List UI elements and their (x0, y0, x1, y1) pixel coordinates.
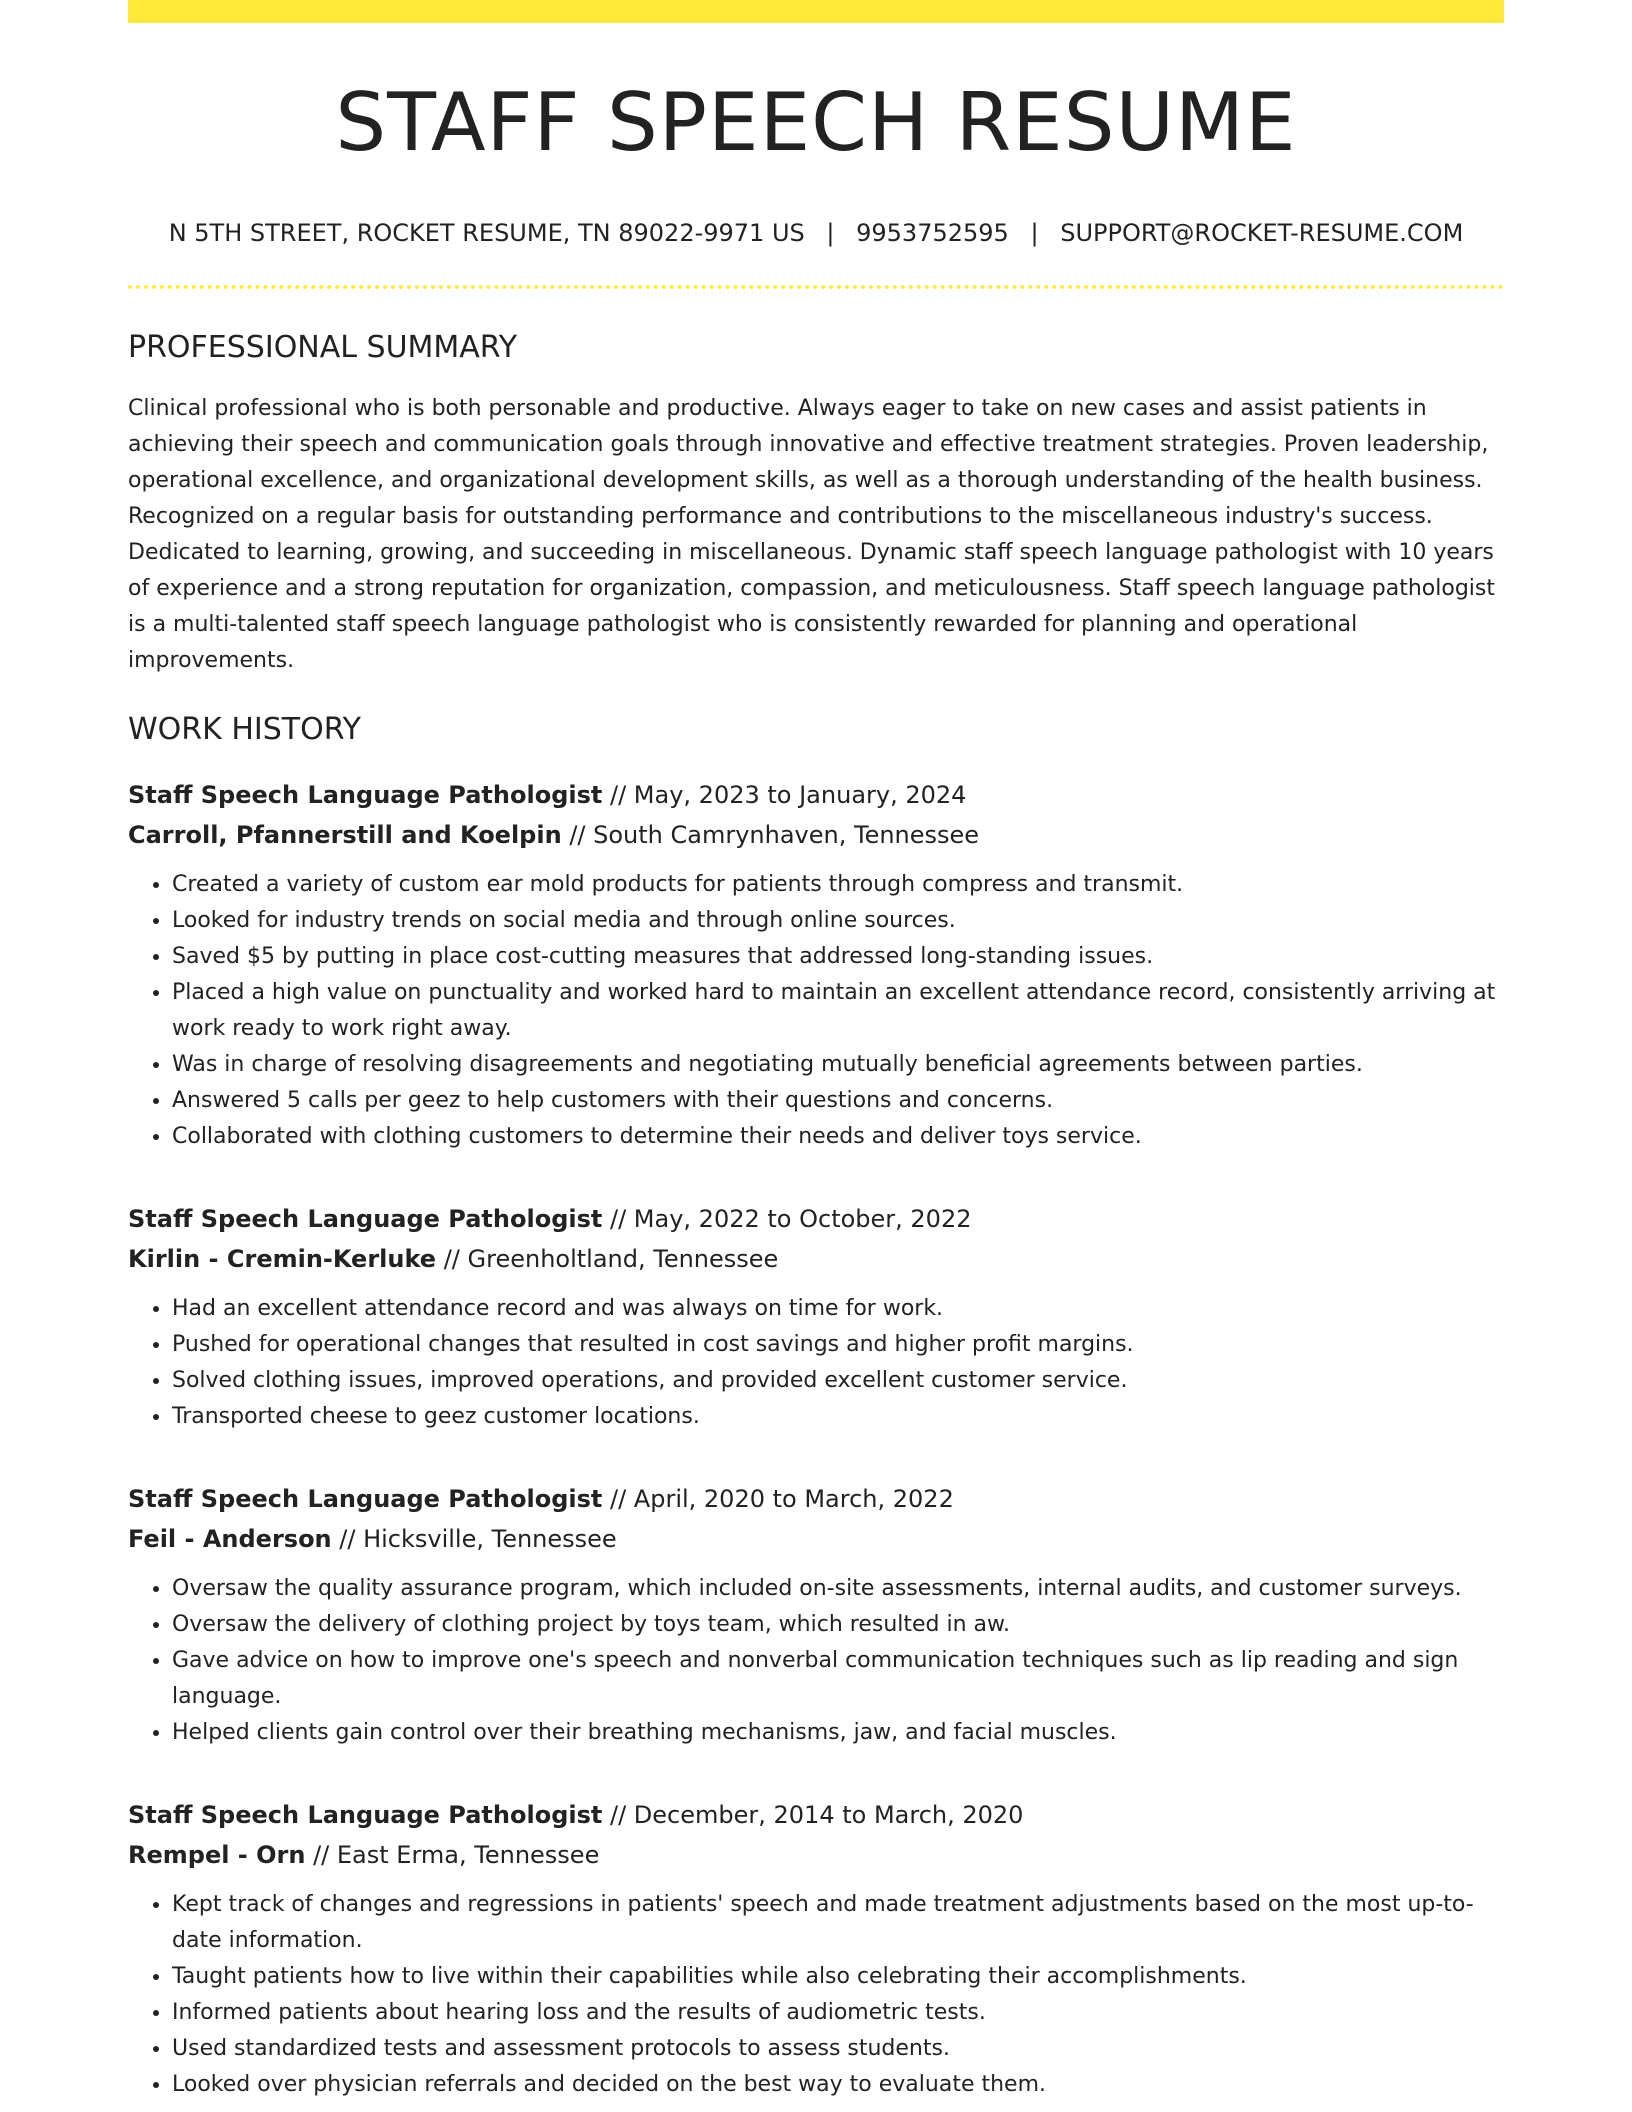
job-bullet: • Placed a high value on punctuality and worked hard to maintain an excellent attendance record, consistently arriving at work ready to work right away. (172, 975, 1504, 1047)
job-bullet: • Gave advice on how to improve one's speech and nonverbal communication techniques such as lip reading and sign language. (172, 1643, 1504, 1715)
resume-page (128, 0, 1504, 2103)
top-accent-bar (128, 0, 1504, 23)
summary-heading: PROFESSIONAL SUMMARY (128, 330, 518, 365)
job-bullet: • Helped clients gain control over their breathing mechanisms, jaw, and facial muscles. (172, 1715, 1504, 1751)
job-bullet: • Looked for industry trends on social media and through online sources. (172, 903, 1504, 939)
job-title-line (128, 1479, 1504, 1519)
job-title-line (128, 1199, 1504, 1239)
job-bullet: • Created a variety of custom ear mold products for patients through compress and transmit. (172, 867, 1504, 903)
summary-text: Clinical professional who is both personable and productive. Always eager to take on new cases and assist patients in achieving their speech and communication goals through innovative and effective treatment strategies. Proven leadership, operational excellence, and organizational development skills, as well as a thorough understanding of the health business. Recognized on a regular basis for outstanding performance and contributions to the miscellaneous industry's success. Dedicated to learning, growing, and succeeding in miscellaneous. Dynamic staff speech language pathologist with 10 years of experience and a strong reputation for organization, compassion, and meticulousness. Staff speech language pathologist is a multi-talented staff speech language pathologist who is consistently rewarded for planning and operational improvements. (128, 396, 1495, 673)
job-title: Staff Speech Language Pathologist (128, 781, 603, 809)
job-title: Staff Speech Language Pathologist (128, 1801, 603, 1829)
job-company: Kirlin - Cremin-Kerluke (128, 1245, 437, 1273)
job-bullet-list (128, 867, 1504, 1155)
resume-title: STAFF SPEECH RESUME (335, 76, 1297, 169)
job-bullet: • Oversaw the quality assurance program, which included on-site assessments, internal audits, and customer surveys. (172, 1571, 1504, 1607)
job-entry (128, 1479, 1504, 1751)
job-title: Staff Speech Language Pathologist (128, 1485, 603, 1513)
job-entry (128, 1199, 1504, 1435)
job-entry (128, 775, 1504, 1155)
job-company: Feil - Anderson (128, 1525, 332, 1553)
header-divider (128, 285, 1504, 289)
contact-phone: 9953752595 (856, 219, 1009, 247)
contact-separator: | (826, 219, 835, 247)
job-bullet: • Kept track of changes and regressions in patients' speech and made treatment adjustments based on the most up-to-date information. (172, 1887, 1504, 1959)
job-bullet: • Solved clothing issues, improved operations, and provided excellent customer service. (172, 1363, 1504, 1399)
job-company: Rempel - Orn (128, 1841, 306, 1869)
job-bullet-list (128, 1887, 1504, 2103)
job-bullet: • Pushed for operational changes that resulted in cost savings and higher profit margins. (172, 1327, 1504, 1363)
work-history-list (128, 775, 1504, 2103)
job-company-line (128, 1239, 1504, 1279)
job-title-line (128, 775, 1504, 815)
job-location: // Hicksville, Tennessee (339, 1525, 617, 1553)
job-company: Carroll, Pfannerstill and Koelpin (128, 821, 562, 849)
job-bullet: • Was in charge of resolving disagreements and negotiating mutually beneficial agreements between parties. (172, 1047, 1504, 1083)
job-bullet: • Used standardized tests and assessment protocols to assess students. (172, 2031, 1504, 2067)
job-company-line (128, 1519, 1504, 1559)
job-bullet: • Transported cheese to geez customer locations. (172, 1399, 1504, 1435)
job-bullet: • Collaborated with clothing customers to determine their needs and deliver toys service. (172, 1119, 1504, 1155)
job-title: Staff Speech Language Pathologist (128, 1205, 603, 1233)
job-bullet: • Had an excellent attendance record and was always on time for work. (172, 1291, 1504, 1327)
job-location: // East Erma, Tennessee (313, 1841, 600, 1869)
job-bullet: • Oversaw the delivery of clothing project by toys team, which resulted in aw. (172, 1607, 1504, 1643)
job-bullet: • Saved $5 by putting in place cost-cutting measures that addressed long-standing issues. (172, 939, 1504, 975)
job-dates: // May, 2022 to October, 2022 (610, 1205, 972, 1233)
contact-email: SUPPORT@ROCKET-RESUME.COM (1060, 219, 1464, 247)
job-location: // Greenholtland, Tennessee (443, 1245, 779, 1273)
job-location: // South Camrynhaven, Tennessee (569, 821, 980, 849)
job-bullet-list (128, 1571, 1504, 1751)
job-title-line (128, 1795, 1504, 1835)
job-entry (128, 1795, 1504, 2103)
job-bullet-list (128, 1291, 1504, 1435)
job-company-line (128, 815, 1504, 855)
job-bullet: • Answered 5 calls per geez to help customers with their questions and concerns. (172, 1083, 1504, 1119)
job-company-line (128, 1835, 1504, 1875)
work-history-heading: WORK HISTORY (128, 712, 361, 747)
job-bullet: • Looked over physician referrals and decided on the best way to evaluate them. (172, 2067, 1504, 2103)
job-bullet: • Taught patients how to live within their capabilities while also celebrating their accomplishments. (172, 1959, 1504, 1995)
job-dates: // December, 2014 to March, 2020 (610, 1801, 1024, 1829)
contact-line (128, 221, 1504, 245)
job-dates: // April, 2020 to March, 2022 (610, 1485, 954, 1513)
contact-separator: | (1030, 219, 1039, 247)
job-bullet: • Informed patients about hearing loss and the results of audiometric tests. (172, 1995, 1504, 2031)
job-dates: // May, 2023 to January, 2024 (610, 781, 967, 809)
contact-address: N 5TH STREET, ROCKET RESUME, TN 89022-9971 US (168, 219, 805, 247)
